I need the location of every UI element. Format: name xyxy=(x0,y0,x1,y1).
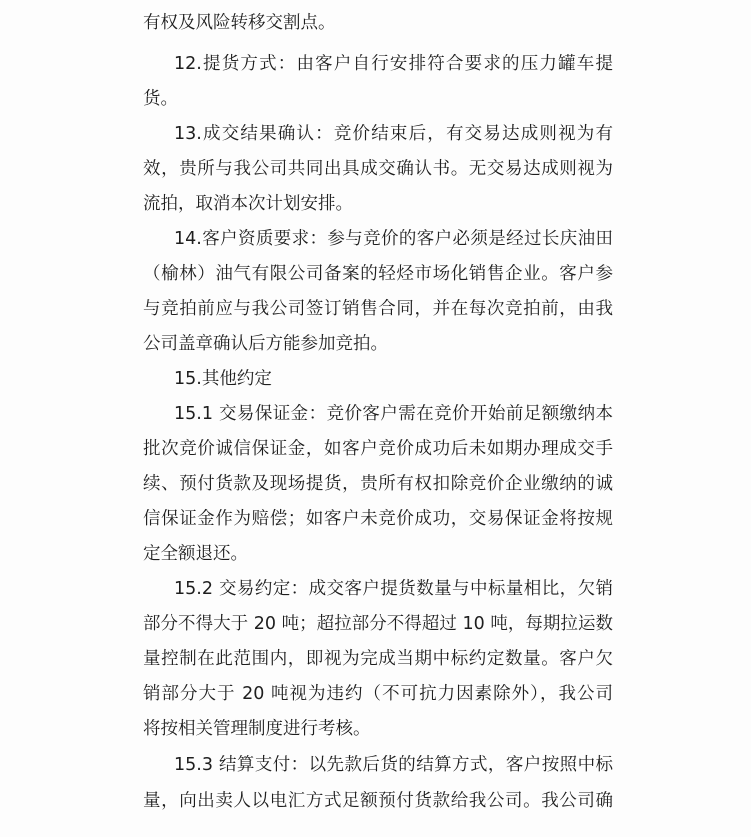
text-line: 销部分大于 20 吨视为违约（不可抗力因素除外），我公司 xyxy=(143,684,613,704)
text-line: 15.2 交易约定：成交客户提货数量与中标量相比，欠销 xyxy=(174,579,613,599)
text-line: 流拍，取消本次计划安排。 xyxy=(143,194,353,214)
text-line: 量，向出卖人以电汇方式足额预付货款给我公司。我公司确 xyxy=(143,791,613,811)
text-line: 有权及风险转移交割点。 xyxy=(143,13,336,33)
text-line: 部分不得大于 20 吨；超拉部分不得超过 10 吨，每期拉运数 xyxy=(143,614,613,634)
text-line: 定全额退还。 xyxy=(143,544,248,564)
text-line: 效，贵所与我公司共同出具成交确认书。无交易达成则视为 xyxy=(143,159,613,179)
text-line: 公司盖章确认后方能参加竞拍。 xyxy=(143,334,388,354)
text-line: 14.客户资质要求：参与竞价的客户必须是经过长庆油田 xyxy=(174,229,613,249)
text-line: 12.提货方式：由客户自行安排符合要求的压力罐车提 xyxy=(174,54,613,74)
text-line: （榆林）油气有限公司备案的轻烃市场化销售企业。客户参 xyxy=(143,264,613,284)
text-line: 续、预付货款及现场提货，贵所有权扣除竞价企业缴纳的诚 xyxy=(143,474,613,494)
text-line: 信保证金作为赔偿；如客户未竞价成功，交易保证金将按规 xyxy=(143,509,613,529)
text-line: 13.成交结果确认：竞价结束后，有交易达成则视为有 xyxy=(174,124,613,144)
text-line: 批次竞价诚信保证金，如客户竞价成功后未如期办理成交手 xyxy=(143,439,613,459)
text-line: 15.其他约定 xyxy=(174,369,272,389)
text-line: 量控制在此范围内，即视为完成当期中标约定数量。客户欠 xyxy=(143,649,613,669)
text-line: 货。 xyxy=(143,89,178,109)
text-line: 将按相关管理制度进行考核。 xyxy=(143,719,371,739)
text-line: 15.1 交易保证金：竞价客户需在竞价开始前足额缴纳本 xyxy=(174,404,613,424)
text-line: 与竞拍前应与我公司签订销售合同，并在每次竞拍前，由我 xyxy=(143,299,613,319)
text-line: 15.3 结算支付：以先款后货的结算方式，客户按照中标 xyxy=(174,755,613,775)
